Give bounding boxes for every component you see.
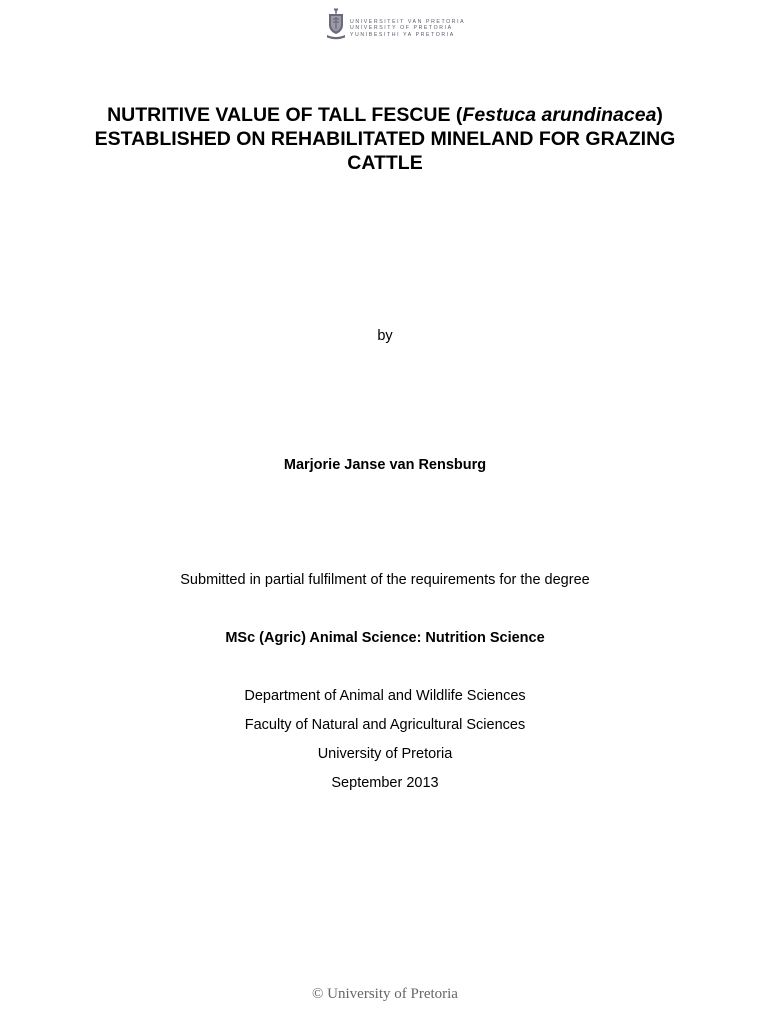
submission-date: September 2013	[331, 775, 439, 791]
university-name: University of Pretoria	[317, 746, 453, 762]
title-line-3: CATTLE	[347, 152, 423, 174]
thesis-title	[40, 103, 730, 175]
title-line-1-end: )	[656, 104, 663, 126]
title-line-2: ESTABLISHED ON REHABILITATED MINELAND FOR GRAZING	[94, 128, 676, 150]
department-name: Department of Animal and Wildlife Sciences	[244, 688, 526, 704]
university-name-lines	[350, 19, 465, 38]
species-name: Festuca arundinacea	[462, 104, 657, 126]
logo-line-sepedi: YUNIBESITHI YA PRETORIA	[350, 31, 455, 38]
logo-line-afrikaans: UNIVERSITEIT VAN PRETORIA	[350, 19, 466, 25]
title-line-1	[40, 103, 730, 127]
university-logo	[326, 8, 466, 42]
copyright-notice: © University of Pretoria	[312, 986, 458, 1002]
author-name: Marjorie Janse van Rensburg	[283, 457, 487, 473]
logo-line-english: UNIVERSITY OF PRETORIA	[350, 25, 453, 32]
submission-statement: Submitted in partial fulfilment of the requirements for the degree	[180, 572, 590, 588]
title-line-1-start: NUTRITIVE VALUE OF TALL FESCUE (	[107, 104, 463, 126]
degree-name: MSc (Agric) Animal Science: Nutrition Science	[225, 630, 545, 646]
faculty-name: Faculty of Natural and Agricultural Sciences	[244, 717, 526, 733]
by-label: by	[377, 328, 393, 344]
university-crest-icon	[326, 8, 346, 40]
